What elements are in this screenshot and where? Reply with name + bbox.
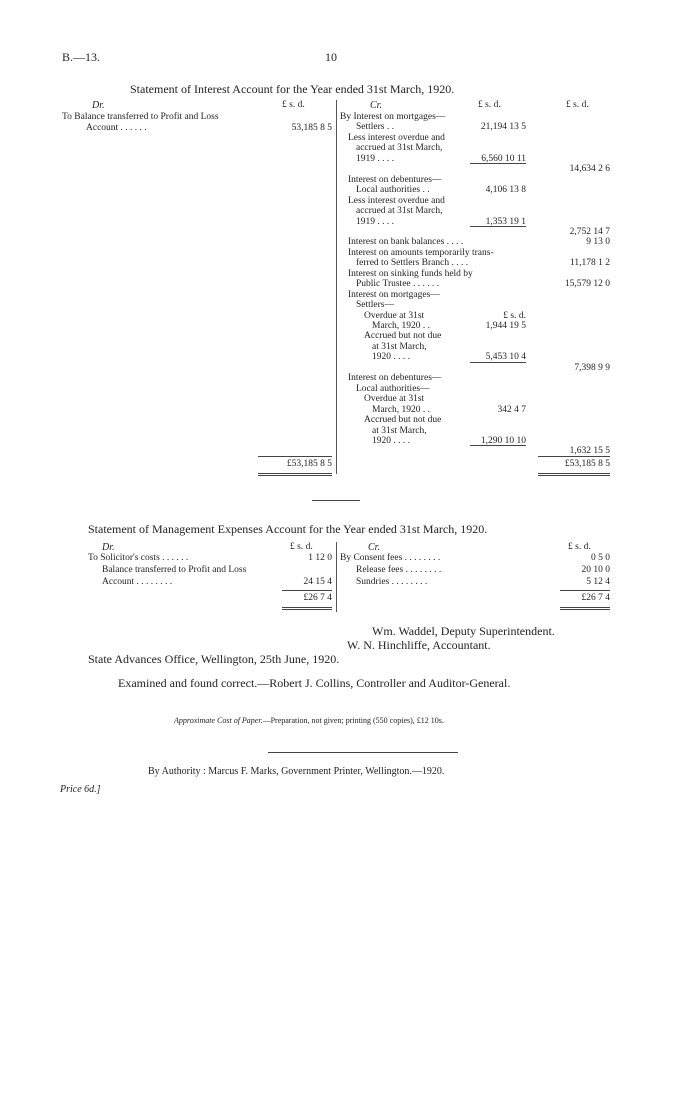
interest-row-amount: 2,752 14 7 — [569, 226, 610, 237]
management-title: Statement of Management Expenses Account for the Year ended 31st March, 1920. — [88, 522, 488, 536]
interest-row-subamount: £ s. d. — [503, 310, 526, 321]
price-label: Price 6d.] — [60, 784, 101, 795]
interest-row-desc: at 31st March, — [372, 425, 427, 436]
cost-of-paper-label: Approximate Cost of Paper. — [174, 716, 263, 725]
interest-title: Statement of Interest Account for the Year ended 31st March, 1920. — [130, 82, 455, 96]
management-debit-amount: 1 12 0 — [308, 553, 332, 563]
management-cr-label: Cr. — [368, 542, 380, 553]
interest-row-amount: 11,178 1 2 — [569, 258, 610, 269]
interest-row-subamount: 6,560 10 11 — [481, 153, 526, 164]
interest-money-header-left: £ s. d. — [282, 100, 305, 110]
interest-left-total: £53,185 8 5 — [286, 459, 332, 469]
office-date-line: State Advances Office, Wellington, 25th June, 1920. — [88, 652, 340, 666]
interest-row-desc: Local authorities . . — [356, 185, 430, 196]
interest-row-desc: 1920 . . . . — [372, 435, 410, 446]
signature-deputy: Wm. Waddel, Deputy Superintendent. — [372, 624, 555, 638]
management-credit-amount: 20 10 0 — [581, 565, 610, 575]
interest-row-desc: By Interest on mortgages— — [340, 112, 446, 122]
interest-row-desc: March, 1920 . . — [372, 321, 431, 331]
interest-left-line2: Account . . . . . . — [86, 123, 147, 133]
interest-left-line1: To Balance transferred to Profit and Loss — [62, 112, 219, 122]
interest-row-desc: Interest on debentures— — [348, 373, 442, 384]
interest-row-desc: Settlers . . — [356, 122, 394, 133]
interest-left-total-rule — [258, 456, 332, 457]
interest-row-desc: Overdue at 31st — [364, 394, 425, 405]
interest-row-amount: 7,398 9 9 — [574, 362, 610, 373]
page-number: 10 — [325, 50, 337, 64]
cost-of-paper-text: —Preparation, not given; printing (550 copies), £12 10s. — [262, 716, 444, 725]
interest-row-subamount: 5,453 10 4 — [485, 352, 526, 363]
signature-accountant: W. N. Hinchliffe, Accountant. — [347, 638, 491, 652]
management-left-total: £26 7 4 — [303, 593, 332, 603]
interest-row-amount: 9 13 0 — [586, 237, 610, 248]
interest-dr-label: Dr. — [92, 100, 105, 111]
interest-row-desc: Local authorities— — [356, 383, 430, 394]
interest-subtotal-rule — [470, 445, 526, 446]
interest-row-desc: 1920 . . . . — [372, 352, 410, 363]
footer-rule — [268, 752, 458, 753]
interest-row-desc: Accrued but not due — [364, 331, 442, 342]
section-separator — [312, 500, 360, 501]
management-money-header-right: £ s. d. — [568, 542, 591, 552]
interest-money-header-mid: £ s. d. — [478, 100, 501, 110]
interest-row-amount: 15,579 12 0 — [564, 279, 610, 290]
interest-row-desc: Interest on mortgages— — [348, 289, 440, 300]
interest-row-amount: 1,632 15 5 — [569, 446, 610, 457]
interest-row-amount: 14,634 2 6 — [569, 164, 610, 175]
management-dr-label: Dr. — [102, 542, 115, 553]
interest-left-total-double-rule — [258, 473, 332, 476]
interest-subtotal-rule — [470, 362, 526, 363]
interest-row-desc: Accrued but not due — [364, 415, 442, 426]
interest-row-subamount: 342 4 7 — [497, 404, 526, 415]
interest-row-desc: Less interest overdue and — [348, 195, 445, 206]
interest-row-desc: Interest on debentures— — [348, 174, 442, 185]
interest-cr-label: Cr. — [370, 100, 382, 111]
management-left-total-rule — [282, 590, 332, 591]
page-reference: B.—13. — [62, 50, 101, 64]
interest-row-desc: Settlers— — [356, 300, 394, 311]
interest-row-desc: March, 1920 . . — [372, 404, 431, 415]
interest-column-divider — [336, 100, 337, 474]
interest-row-desc: 1919 . . . . — [356, 153, 394, 164]
interest-right-total-double-rule — [538, 473, 610, 476]
management-debit-desc: Balance transferred to Profit and Loss — [102, 565, 247, 575]
interest-row-desc: Interest on amounts temporarily trans- — [348, 247, 494, 258]
interest-row-desc: Public Trustee . . . . . . — [356, 279, 440, 290]
interest-money-header-right: £ s. d. — [566, 100, 589, 110]
interest-left-amount: 53,185 8 5 — [291, 123, 332, 133]
audit-statement: Examined and found correct.—Robert J. Collins, Controller and Auditor-General. — [118, 676, 511, 690]
printer-authority: By Authority : Marcus F. Marks, Government Printer, Wellington.—1920. — [148, 766, 445, 777]
interest-row-desc: 1919 . . . . — [356, 216, 394, 227]
interest-row-desc: accrued at 31st March, — [356, 143, 443, 154]
interest-right-total: £53,185 8 5 — [564, 459, 610, 469]
management-right-total-double-rule — [560, 607, 610, 610]
management-credit-amount: 5 12 4 — [586, 577, 610, 587]
interest-row-subamount: 1,290 10 10 — [480, 435, 526, 446]
management-debit-amount: 24 15 4 — [303, 577, 332, 587]
management-column-divider — [336, 542, 337, 612]
management-money-header-left: £ s. d. — [290, 542, 313, 552]
interest-row-desc: at 31st March, — [372, 341, 427, 352]
management-right-total: £26 7 4 — [581, 593, 610, 603]
interest-row-subamount: 1,353 19 1 — [485, 216, 526, 227]
management-debit-desc: Account . . . . . . . . — [102, 577, 173, 587]
management-right-total-rule — [560, 590, 610, 591]
interest-row-desc: Interest on sinking funds held by — [348, 268, 473, 279]
interest-subtotal-rule — [470, 163, 526, 164]
interest-row-desc: Overdue at 31st — [364, 310, 425, 321]
interest-row-subamount: 4,106 13 8 — [485, 185, 526, 196]
management-credit-desc: By Consent fees . . . . . . . . — [340, 553, 441, 563]
interest-right-total-rule — [538, 456, 610, 457]
management-credit-desc: Sundries . . . . . . . . — [356, 577, 428, 587]
cost-of-paper-note — [174, 716, 444, 725]
management-credit-desc: Release fees . . . . . . . . — [356, 565, 442, 575]
management-debit-desc: To Solicitor's costs . . . . . . — [88, 553, 189, 563]
interest-row-desc: ferred to Settlers Branch . . . . — [356, 258, 469, 269]
interest-row-desc: Less interest overdue and — [348, 132, 445, 143]
interest-subtotal-rule — [470, 226, 526, 227]
interest-row-desc: accrued at 31st March, — [356, 206, 443, 217]
interest-row-desc: Interest on bank balances . . . . — [348, 237, 464, 248]
management-credit-amount: 0 5 0 — [591, 553, 610, 563]
interest-row-subamount: 1,944 19 5 — [485, 321, 526, 331]
interest-row-subamount: 21,194 13 5 — [480, 122, 526, 133]
management-left-total-double-rule — [282, 607, 332, 610]
